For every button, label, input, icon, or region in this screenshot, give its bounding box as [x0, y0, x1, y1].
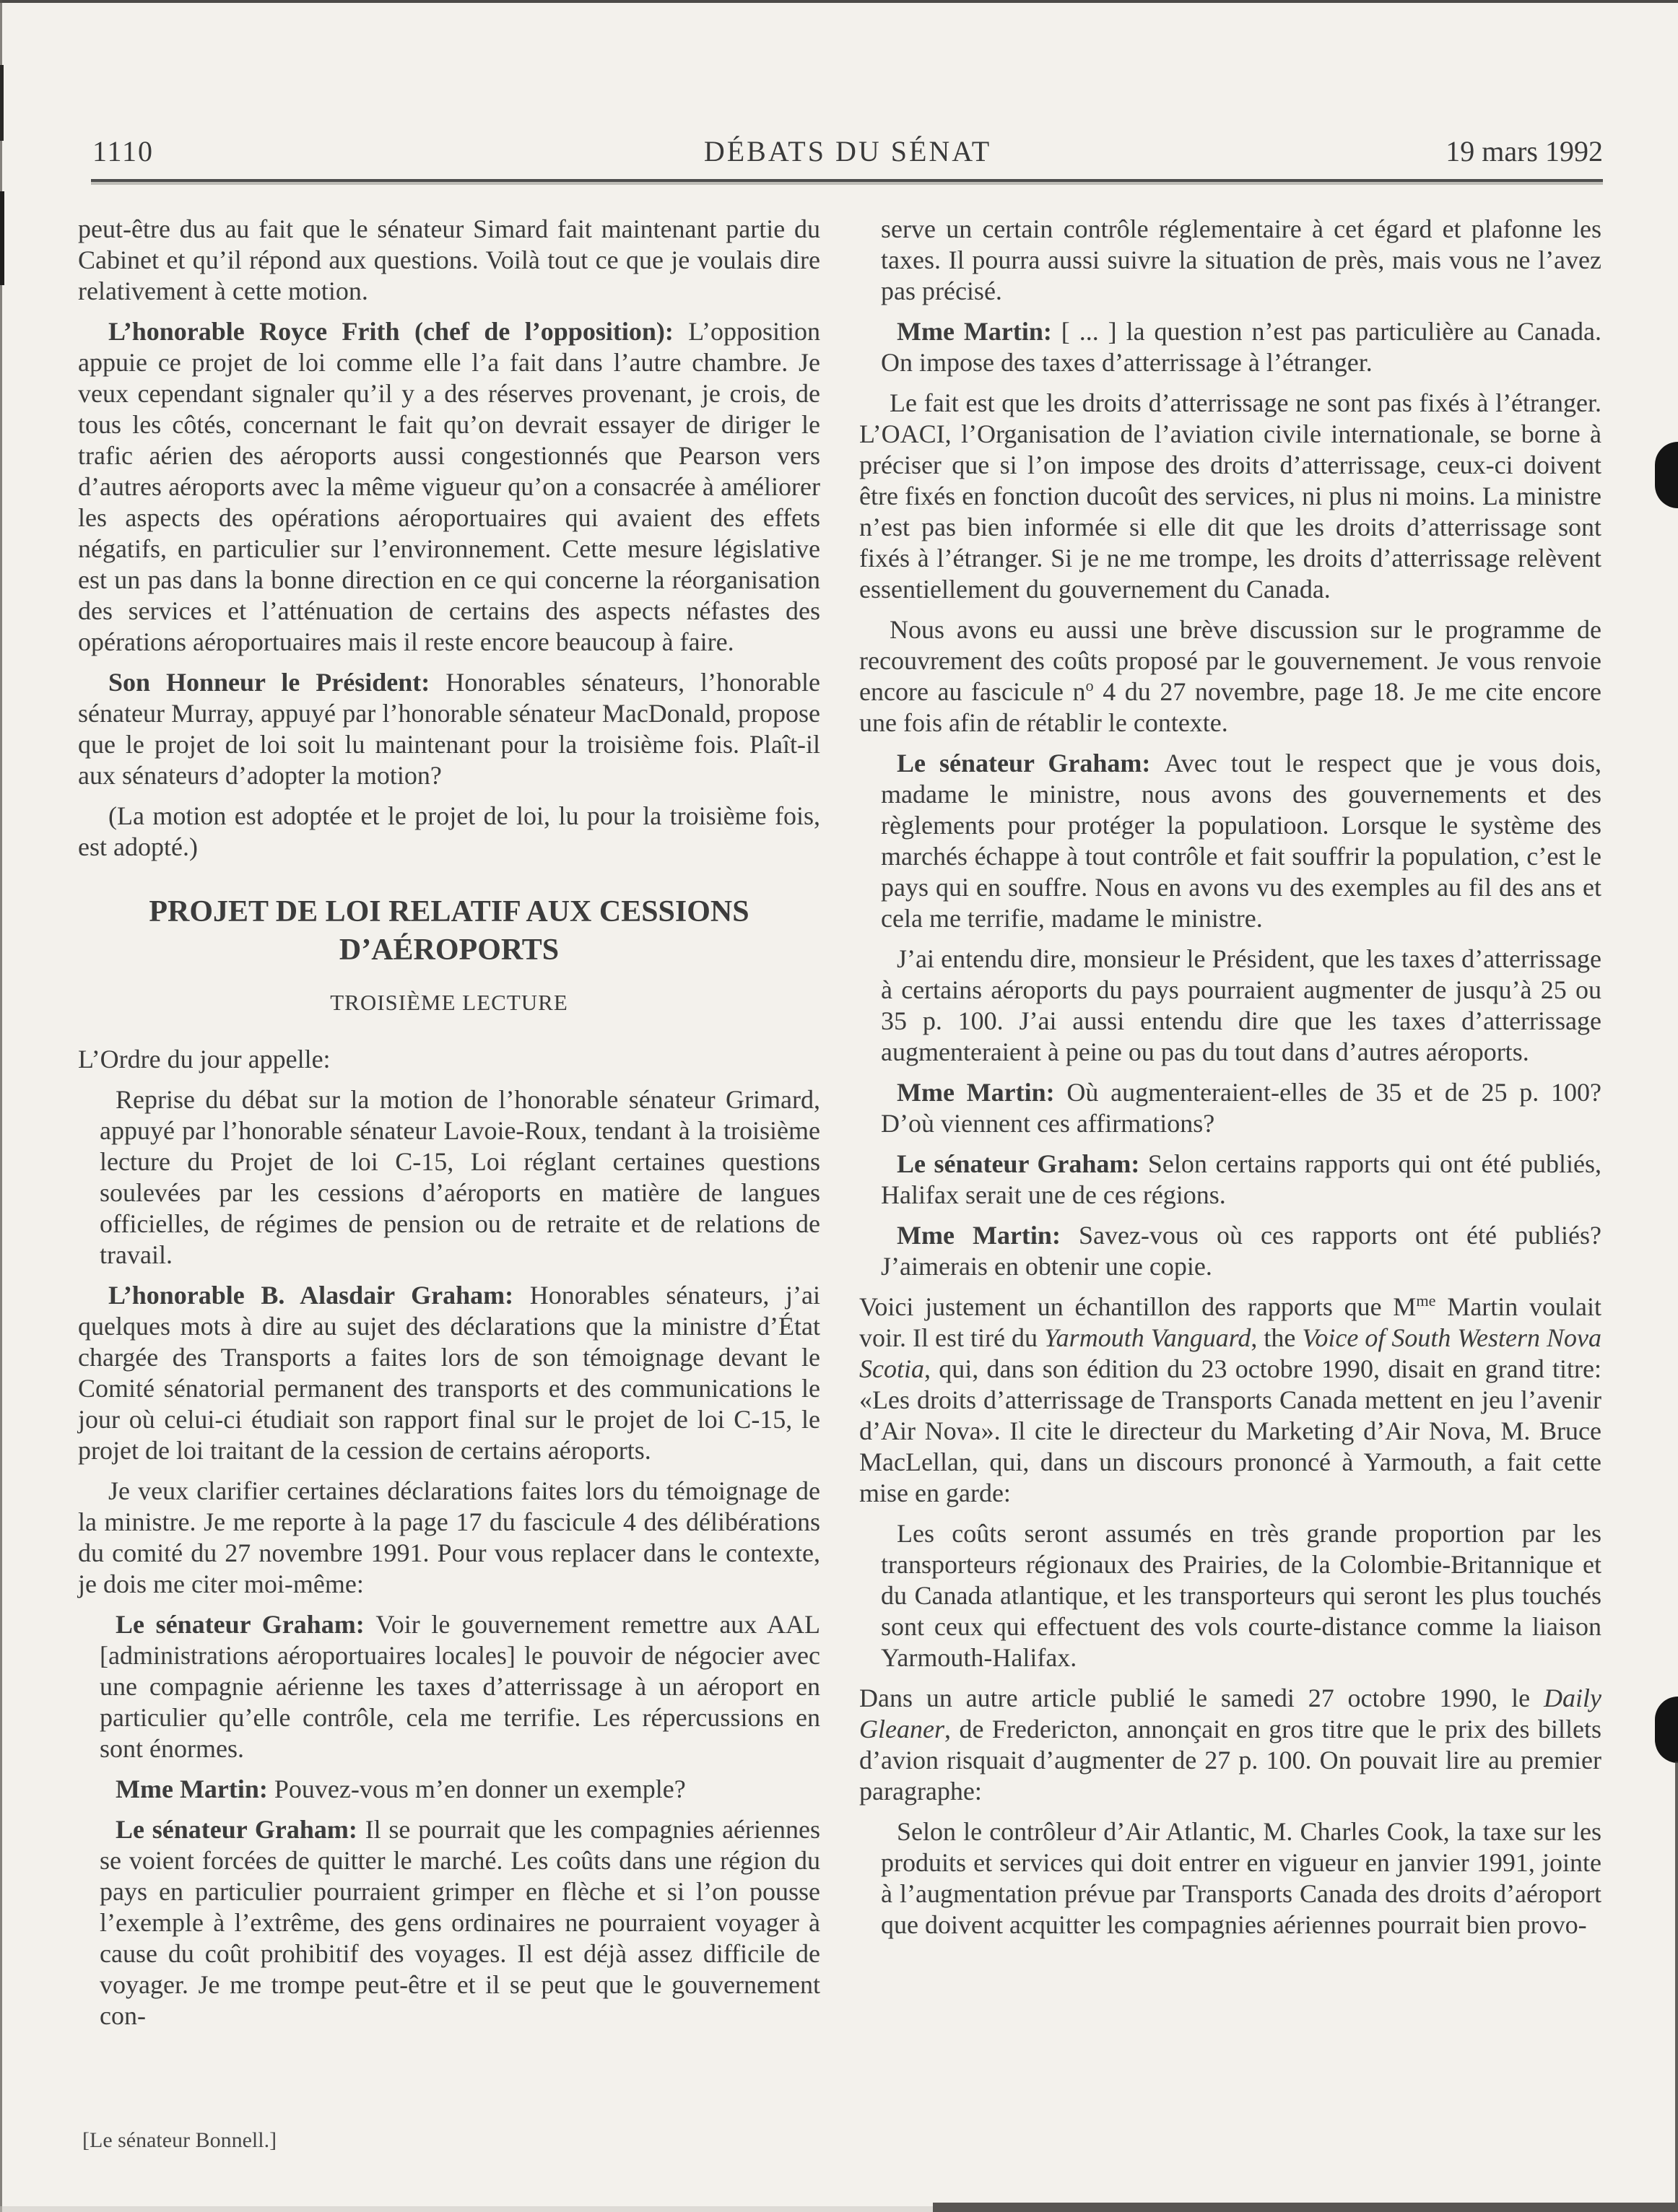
paragraph: J’ai entendu dire, monsieur le Président, que les taxes d’atterrissage à certains aéroports du pays pourraient augmenter de jusqu’à 25 ou 35 p. 100. J’ai aussi entendu dire que les taxes d’atterrissage augmenteraient à peine ou pas du tout dans d’autres aéroports. [881, 944, 1601, 1066]
paragraph: L’honorable B. Alasdair Graham: Honorables sénateurs, j’ai quelques mots à dire au sujet des déclarations que la ministre d’État chargée des Transports a faites lors de son témoignage devant le Comité sénatorial permanent des transports et des communications le jour où celui-ci étudiait son rapport final sur le projet de loi C-15, le projet de loi traitant de la cession de certains aéroports. [78, 1281, 820, 1465]
paragraph: Je veux clarifier certaines déclarations faites lors du témoignage de la ministre. Je me reporte à la page 17 du fascicule 4 des délibérations du comité du 27 novembre 1991. Pour vous replacer dans le contexte, je dois me citer moi-même: [78, 1476, 820, 1598]
paragraph: Les coûts seront assumés en très grande proportion par les transporteurs régionaux des Prairies, de la Colombie-Britannique et du Canada atlantique, et les transporteurs qui seront les plus touchés sont ceux qui effectuent des vols courte-distance comme la liaison Yarmouth-Halifax. [881, 1519, 1601, 1672]
header-rule [91, 179, 1603, 182]
scan-edge-right [1675, 1762, 1678, 2212]
right-column [859, 214, 1601, 2041]
scan-bar-bottom-faint [0, 2206, 933, 2212]
scan-bleed-tab [1655, 1697, 1678, 1763]
scan-bleed-tab [1655, 442, 1678, 508]
scan-bar-bottom [933, 2203, 1678, 2212]
section-heading: PROJET DE LOI RELATIF AUX CESSIONS D’AÉROPORTS [149, 895, 749, 967]
scan-left-mark [0, 65, 4, 141]
left-column [78, 214, 820, 2041]
paragraph: Le sénateur Graham: Voir le gouvernement remettre aux AAL [administrations aéroportuaires locales] le pouvoir de négocier avec une compagnie aérienne les taxes d’atterrissage à un aéroport en particulier qu’elle contrôle, cela me terrifie. Les répercussions en sont énormes. [100, 1610, 820, 1763]
page-header [92, 134, 1603, 168]
scan-edge-top [0, 0, 1678, 3]
paragraph: (La motion est adoptée et le projet de loi, lu pour la troisième fois, est adopté.) [78, 801, 820, 861]
scan-left-mark [0, 191, 4, 285]
paragraph: Mme Martin: Où augmenteraient-elles de 35 et de 25 p. 100? D’où viennent ces affirmations? [881, 1078, 1601, 1138]
paragraph: Le fait est que les droits d’atterrissage ne sont pas fixés à l’étranger. L’OACI, l’Organisation de l’aviation civile internationale, se borne à préciser que si l’on impose des droits d’atterrissage, ceux-ci doivent être fixés en fonction ducoût des services, ni plus ni moins. La ministre n’est pas bien informée si elle dit que les droits d’atterrissage sont fixés à l’étranger. Si je ne me trompe, les droits d’atterrissage relèvent essentiellement du gouvernement du Canada. [859, 388, 1601, 604]
paragraph: peut-être dus au fait que le sénateur Simard fait maintenant partie du Cabinet et qu’il répond aux questions. Voilà tout ce que je voulais dire relativement à cette motion. [78, 214, 820, 305]
issue-date: 19 mars 1992 [1446, 135, 1603, 167]
paragraph: Reprise du débat sur la motion de l’honorable sénateur Grimard, appuyé par l’honorable sénateur Lavoie-Roux, tendant à la troisième lecture du Projet de loi C-15, Loi réglant certaines questions soulevées par les cessions d’aéroports en matière de langues officielles, de régimes de pension ou de retraite et de relations de travail. [100, 1085, 820, 1269]
paragraph: Mme Martin: [ ... ] la question n’est pas particulière au Canada. On impose des taxes d’atterrissage à l’étranger. [881, 317, 1602, 377]
paragraph: Voici justement un échantillon des rapports que $M^{me}$ Martin voulait voir. Il est tiré du Yarmouth Vanguard, the Voice of South Western Nova Scotia, qui, dans son édition du 23 octobre 1990, disait en grand titre: «Les droits d’atterrissage de Transports Canada mettent en jeu l’avenir d’Air Nova». Il cite le directeur du Marketing d’Air Nova, M. Bruce MacLellan, qui, dans un discours prononcé à Yarmouth, a fait cette mise en garde: [859, 1292, 1602, 1507]
section-subheading: TROISIÈME LECTURE [330, 990, 568, 1015]
paragraph: Mme Martin: Pouvez-vous m’en donner un exemple? [116, 1775, 686, 1803]
page-body [78, 214, 1601, 2041]
paragraph: Son Honneur le Président: Honorables sénateurs, l’honorable sénateur Murray, appuyé par l’honorable sénateur MacDonald, propose que le projet de loi soit lu maintenant pour la troisième fois. Plaît-il aux sénateurs d’adopter la motion? [78, 668, 820, 790]
scan-edge-left [0, 0, 2, 2212]
paragraph: L’honorable Royce Frith (chef de l’opposition): L’opposition appuie ce projet de loi comme elle l’a fait dans l’autre chambre. Je veux cependant signaler qu’il y a des réserves provenant, je crois, de tous les côtés, concernant le fait qu’on devrait essayer de diriger le trafic aérien des aéroports aussi congestionnés que Pearson vers d’autres aéroports avec la même vigueur qu’on a consacrée à améliorer les aspects des opérations aéroportuaires qui avaient des effets négatifs, en particulier sur l’environnement. Cette mesure législative est un pas dans la bonne direction en ce qui concerne la réorganisation des services et l’atténuation de certains des aspects néfastes des opérations aéroportuaires mais il reste encore beaucoup à faire. [78, 317, 820, 656]
paragraph: Dans un autre article publié le samedi 27 octobre 1990, le Daily Gleaner, de Fredericton, annonçait en gros titre que le prix des billets d’avion risquait d’augmenter de 27 p. 100. On pouvait lire au premier paragraphe: [859, 1684, 1601, 1806]
paragraph: Le sénateur Graham: Avec tout le respect que je vous dois, madame le ministre, nous avons des gouvernements et des règlements pour protéger la populatioon. Lorsque le système des marchés échappe à tout contrôle et fait souffrir la population, c’est le pays qui en souffre. Nous en avons vu des exemples au fil des ans et cela me terrifie, madame le ministre. [881, 749, 1601, 933]
paragraph: Selon le contrôleur d’Air Atlantic, M. Charles Cook, la taxe sur les produits et services qui doit entrer en vigueur en janvier 1991, jointe à l’augmentation prévue par Transports Canada des droits d’aéroport que doivent acquitter les compagnies aériennes pourrait bien provo- [881, 1817, 1601, 1939]
paragraph: Le sénateur Graham: Il se pourrait que les compagnies aériennes se voient forcées de quitter le marché. Les coûts dans une région du pays en particulier pourraient grimper en flèche et si l’on pousse l’exemple à l’extrême, des gens ordinaires ne pourraient voyager à cause du coût prohibitif des voyages. Il est déjà assez difficile de voyager. Je me trompe peut-être et il se peut que le gouvernement con- [100, 1815, 820, 2030]
paragraph: Mme Martin: Savez-vous où ces rapports ont été publiés? J’aimerais en obtenir une copie. [881, 1221, 1601, 1281]
journal-title: DÉBATS DU SÉNAT [703, 135, 992, 167]
page-number: 1110 [92, 135, 155, 167]
paragraph: Nous avons eu aussi une brève discussion sur le programme de recouvrement des coûts proposé par le gouvernement. Je vous renvoie encore au fascicule $n^o$ 4 du 27 novembre, page 18. Je me cite encore une fois afin de rétablir le contexte. [859, 615, 1601, 737]
running-footnote: [Le sénateur Bonnell.] [82, 2128, 277, 2152]
paragraph: Le sénateur Graham: Selon certains rapports qui ont été publiés, Halifax serait une de ces régions. [881, 1149, 1601, 1209]
paragraph: L’Ordre du jour appelle: [78, 1045, 331, 1074]
paragraph: serve un certain contrôle réglementaire à cet égard et plafonne les taxes. Il pourra aussi suivre la situation de près, mais vous ne l’avez pas précisé. [881, 214, 1601, 305]
